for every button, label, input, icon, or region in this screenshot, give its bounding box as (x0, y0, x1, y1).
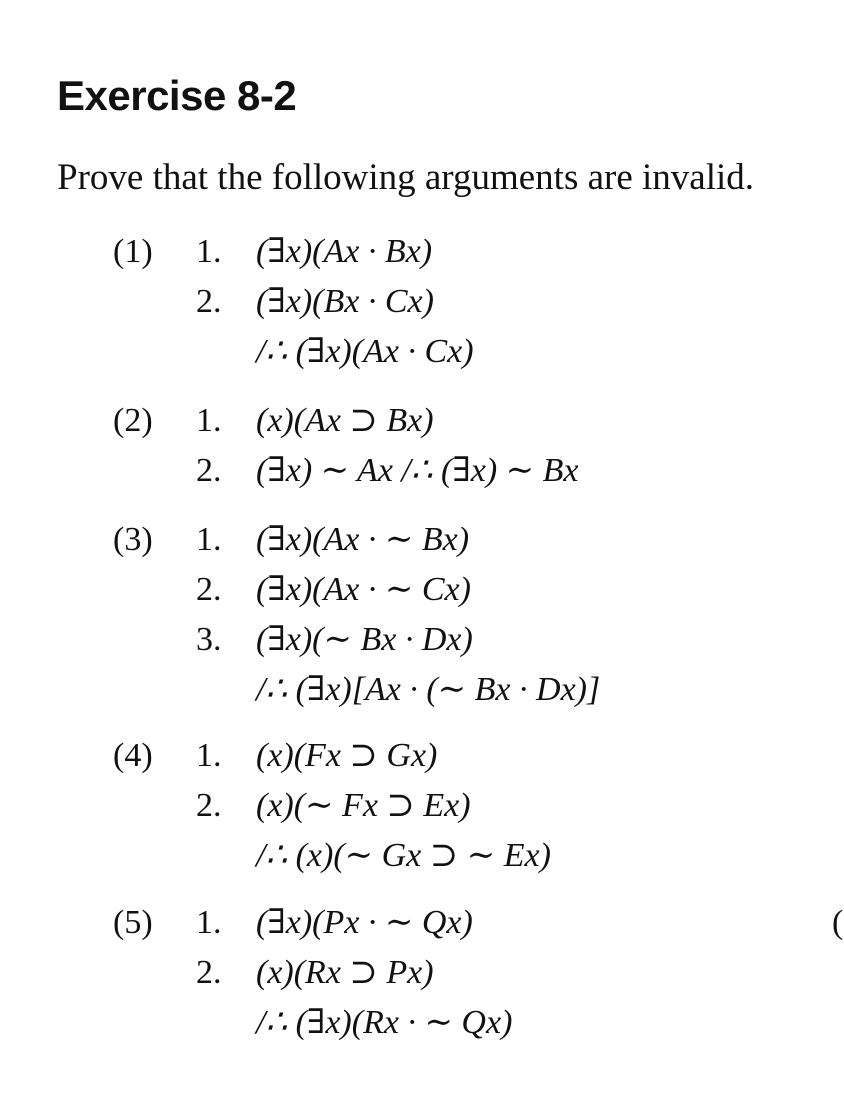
problem-5 (0, 898, 844, 1048)
premise-line (0, 948, 844, 998)
premise-line (0, 277, 844, 327)
line-number: 2. (196, 452, 222, 489)
conclusion-line (0, 998, 844, 1048)
problem-number: (1) (113, 233, 153, 270)
line-number: 1. (196, 521, 222, 558)
cut-off-margin-paren: ( (832, 904, 844, 941)
conclusion-line (0, 831, 844, 881)
problem-3 (0, 515, 844, 715)
formula: (x)(∼ Fx ⊃ Ex) (256, 787, 471, 824)
problem-2 (0, 396, 844, 496)
formula: (∃x)(Ax · ∼ Cx) (256, 571, 471, 608)
premise-line (0, 565, 844, 615)
formula: /∴ (x)(∼ Gx ⊃ ∼ Ex) (256, 837, 551, 874)
line-number: 1. (196, 904, 222, 941)
problem-number: (4) (113, 737, 153, 774)
problem-number: (2) (113, 402, 153, 439)
problem-number: (5) (113, 904, 153, 941)
premise-line (0, 898, 844, 948)
premise-line (0, 731, 844, 781)
formula: (∃x)(Ax · Bx) (256, 233, 433, 270)
conclusion-line (0, 665, 844, 715)
formula: (x)(Ax ⊃ Bx) (256, 402, 434, 439)
line-number: 1. (196, 402, 222, 439)
formula: /∴ (∃x)[Ax · (∼ Bx · Dx)] (256, 671, 601, 708)
formula: (x)(Rx ⊃ Px) (256, 954, 434, 991)
premise-line (0, 396, 844, 446)
problem-1 (0, 227, 844, 377)
formula: /∴ (∃x)(Rx · ∼ Qx) (256, 1004, 513, 1041)
line-number: 2. (196, 787, 222, 824)
line-number: 2. (196, 954, 222, 991)
formula: (∃x)(∼ Bx · Dx) (256, 621, 473, 658)
formula: /∴ (∃x)(Ax · Cx) (256, 333, 474, 370)
premise-line (0, 446, 844, 496)
premise-line (0, 781, 844, 831)
formula: (∃x) ∼ Ax /∴ (∃x) ∼ Bx (256, 452, 579, 489)
line-number: 2. (196, 283, 222, 320)
formula: (∃x)(Bx · Cx) (256, 283, 434, 320)
formula: (∃x)(Px · ∼ Qx) (256, 904, 473, 941)
formula: (x)(Fx ⊃ Gx) (256, 737, 438, 774)
problem-number: (3) (113, 521, 153, 558)
line-number: 1. (196, 737, 222, 774)
line-number: 1. (196, 233, 222, 270)
line-number: 3. (196, 621, 222, 658)
premise-line (0, 515, 844, 565)
exercise-heading: Exercise 8-2 (57, 72, 297, 119)
premise-line (0, 227, 844, 277)
problem-4 (0, 731, 844, 881)
line-number: 2. (196, 571, 222, 608)
formula: (∃x)(Ax · ∼ Bx) (256, 521, 470, 558)
premise-line (0, 615, 844, 665)
conclusion-line (0, 327, 844, 377)
instruction-text: Prove that the following arguments are invalid. (57, 157, 755, 198)
